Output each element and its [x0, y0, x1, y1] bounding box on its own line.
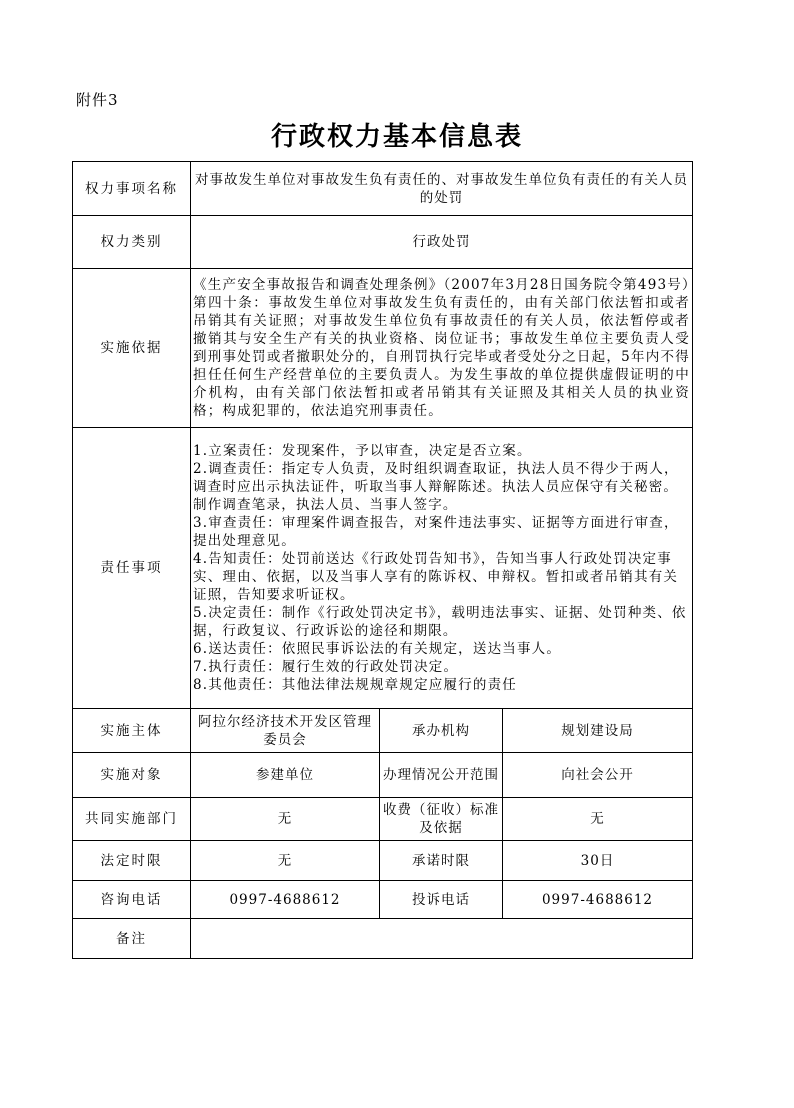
handling-agency-label: 承办机构: [380, 709, 503, 753]
responsibility-item: 2.调查责任：指定专人负责，及时组织调查取证，执法人员不得少于两人，调查时应出示执法证件，听取当事人辩解陈述。执法人员应保守有关秘密。制作调查笔录，执法人员、当事人签字。: [193, 461, 679, 513]
fee-standard-label: 收费（征收）标准及依据: [380, 798, 503, 841]
consult-phone-value: 0997-4688612: [191, 881, 380, 919]
basis-label: 实施依据: [73, 269, 191, 428]
power-category-value: 行政处罚: [191, 216, 693, 269]
row-deadline: [73, 841, 693, 881]
subject-value: 阿拉尔经济技术开发区管理委员会: [191, 709, 380, 753]
complaint-phone-label: 投诉电话: [380, 881, 503, 919]
responsibility-item: 7.执行责任：履行生效的行政处罚决定。: [193, 659, 459, 675]
basis-value: 《生产安全事故报告和调查处理条例》（2007年3月28日国务院令第493号）第四十条：事故发生单位对事故发生负有责任的，由有关部门依法暂扣或者吊销其有关证照；对事故发生单位负有事故责任的有关人员，依法暂停或者撤销其与安全生产有关的执业资格、岗位证书；事故发生单位主要负责人受到刑事处罚或者撤职处分的，自刑罚执行完毕或者受处分之日起，5年内不得担任任何生产经营单位的主要负责人。为发生事故的单位提供虚假证明的中介机构，由有关部门依法暂扣或者吊销其有关证照及其相关人员的执业资格；构成犯罪的，依法追究刑事责任。: [191, 269, 693, 428]
promised-deadline-value: 30日: [503, 841, 693, 881]
row-subject: [73, 709, 693, 753]
target-value: 参建单位: [191, 753, 380, 798]
consult-phone-label: 咨询电话: [73, 881, 191, 919]
page-title: 行政权力基本信息表: [270, 122, 523, 152]
responsibility-item: 6.送达责任：依照民事诉讼法的有关规定，送达当事人。: [193, 641, 562, 657]
row-remark: [73, 919, 693, 959]
row-target: [73, 753, 693, 798]
responsibility-item: 4.告知责任：处罚前送达《行政处罚告知书》，告知当事人行政处罚决定事实、理由、依据，以及当事人享有的陈诉权、申辩权。暂扣或者吊销其有关证照，告知要求听证权。: [193, 551, 679, 603]
responsibility-item: 3.审查责任：审理案件调查报告，对案件违法事实、证据等方面进行审查，提出处理意见。: [193, 515, 679, 549]
row-joint: [73, 798, 693, 841]
legal-deadline-value: 无: [191, 841, 380, 881]
power-category-label: 权力类别: [73, 216, 191, 269]
responsibility-item: 8.其他责任：其他法律法规规章规定应履行的责任: [193, 677, 517, 693]
attachment-label: 附件3: [76, 91, 119, 109]
power-name-value: 对事故发生单位对事故发生负有责任的、对事故发生单位负有责任的有关人员的处罚: [191, 162, 693, 216]
promised-deadline-label: 承诺时限: [380, 841, 503, 881]
row-phone: [73, 881, 693, 919]
responsibilities-list: [191, 428, 693, 709]
joint-department-label: 共同实施部门: [73, 798, 191, 841]
complaint-phone-value: 0997-4688612: [503, 881, 693, 919]
disclosure-scope-label: 办理情况公开范围: [380, 753, 503, 798]
fee-standard-value: 无: [503, 798, 693, 841]
remark-value: [191, 919, 693, 959]
row-power-category: [73, 216, 693, 269]
power-name-label: 权力事项名称: [73, 162, 191, 216]
target-label: 实施对象: [73, 753, 191, 798]
handling-agency-value: 规划建设局: [503, 709, 693, 753]
disclosure-scope-value: 向社会公开: [503, 753, 693, 798]
row-responsibilities: [73, 428, 693, 709]
row-power-name: [73, 162, 693, 216]
remark-label: 备注: [73, 919, 191, 959]
responsibilities-label: 责任事项: [73, 428, 191, 709]
power-info-table: [72, 161, 693, 959]
joint-department-value: 无: [191, 798, 380, 841]
row-basis: [73, 269, 693, 428]
legal-deadline-label: 法定时限: [73, 841, 191, 881]
responsibility-item: 5.决定责任：制作《行政处罚决定书》，载明违法事实、证据、处罚种类、依据，行政复议、行政诉讼的途径和期限。: [193, 605, 687, 639]
responsibility-item: 1.立案责任：发现案件，予以审查，决定是否立案。: [193, 443, 532, 459]
subject-label: 实施主体: [73, 709, 191, 753]
